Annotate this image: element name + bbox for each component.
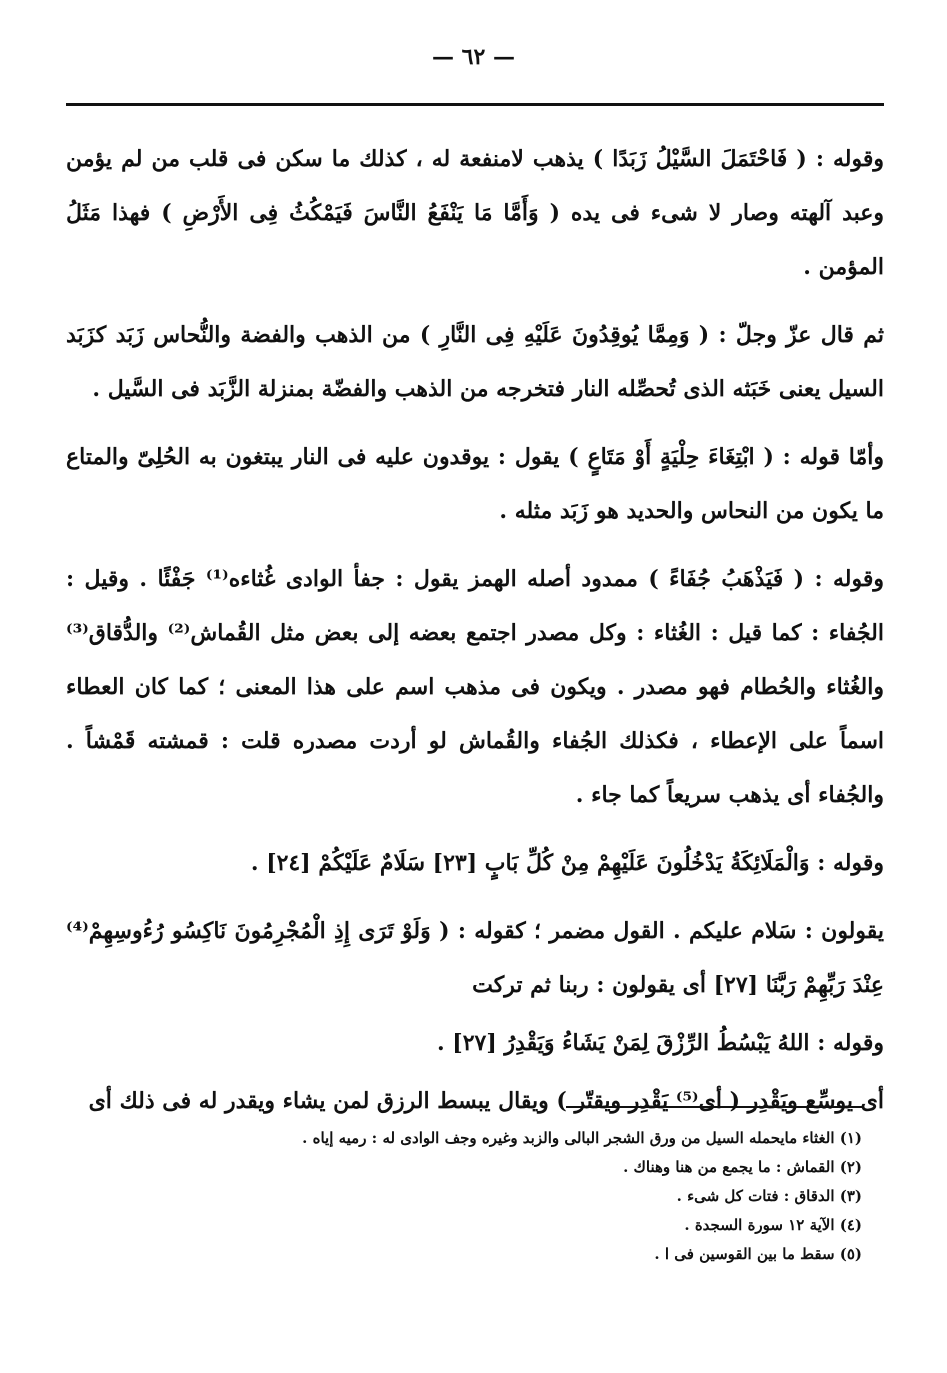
- paragraph: ثم قال عزّ وجلّ : ( وَمِمَّا يُوقِدُونَ عَلَيْهِ فِى النَّارِ ) من الذهب والفضة والنُّحاس زَبَد كزَبَد السيل يعنى خَبَثه الذى تُحصِّله النار فتخرجه من الذهب والفضّة بمنزلة الزَّبَد فى السَّيل .: [66, 322, 884, 402]
- paragraph: وقوله : اللهُ يَبْسُطُ الرِّزْقَ لِمَنْ يَشَاءُ وَيَقْدِرُ [٢٧] .: [436, 1030, 884, 1056]
- footnote: (٤) الآية ١٢ سورة السجدة .: [684, 1216, 862, 1234]
- main-text: [66, 132, 884, 1142]
- paragraph: وقوله : ( فَيَذْهَبُ جُفَاءً ) ممدود أصله الهمز يقول : جفأ الوادى غُثاءه⁽¹⁾ جَفْئًا . وقيل : الجُفاء : كما قيل : الغُثاء : وكل مصدر اجتمع بعضه إلى بعض مثل القُماش⁽²⁾ والدُّقاق⁽³⁾ والغُثاء والحُطام فهو مصدر . ويكون فى مذهب اسم على هذا المعنى ؛ كما كان العطاء اسماً على الإعطاء ، فكذلك الجُفاء والقُماش لو أردت مصدره قلت : قمشته قَمْشاً . والجُفاء أى يذهب سريعاً كما جاء .: [66, 566, 885, 808]
- paragraph: يقولون : سَلام عليكم . القول مضمر ؛ كقوله : ( وَلَوْ تَرَى إِذِ الْمُجْرِمُونَ نَاكِسُو رُءُوسِهِمْ⁽⁴⁾ عِنْدَ رَبِّهِمْ رَبَّنَا [٢٧] أى يقولون : ربنا ثم تركت: [66, 918, 884, 998]
- page-number: — ٦٢ —: [432, 44, 515, 70]
- paragraph: وقوله : وَالْمَلَائِكَةُ يَدْخُلُونَ عَلَيْهِمْ مِنْ كُلِّ بَابٍ [٢٣] سَلَامٌ عَلَيْكُمْ [٢٤] .: [250, 850, 884, 876]
- header-rule: [66, 103, 884, 106]
- footnote: (٥) سقط ما بين القوسين فى ا .: [654, 1245, 862, 1263]
- footnotes: [150, 1124, 862, 1269]
- footnote: (٣) الدقاق : فتات كل شىء .: [676, 1187, 862, 1205]
- paragraph: وقوله : ( فَاحْتَمَلَ السَّيْلُ زَبَدًا ) يذهب لامنفعة له ، كذلك ما سكن فى قلب من لم يؤمن وعبد آلهته وصار لا شىء فى يده ( وَأَمَّا مَا يَنْفَعُ النَّاسَ فَيَمْكُثُ فِى الأَرْضِ ) فهذا مَثَلُ المؤمن .: [66, 146, 885, 280]
- paragraph: وأمّا قوله : ( ابْتِغَاءَ حِلْيَةٍ أَوْ مَتَاعٍ ) يقول : يوقدون عليه فى النار يبتغون به الحُلِىّ والمتاع ما يكون من النحاس والحديد هو زَبَد مثله .: [66, 444, 884, 524]
- footnote: (١) الغثاء مايحمله السيل من ورق الشجر البالى والزبد وغيره وجف الوادى له : رميه إياه .: [302, 1129, 862, 1147]
- footnote: (٢) القماش : ما يجمع من هنا وهناك .: [623, 1158, 862, 1176]
- footnote-rule: [566, 1106, 862, 1108]
- paragraph: أى يوسِّع ويَقْدِر ( أى⁽⁵⁾ يَقْدِر ويقتّر ) ويقال يبسط الرزق لمن يشاء ويقدر له فى ذلك أى: [88, 1088, 884, 1114]
